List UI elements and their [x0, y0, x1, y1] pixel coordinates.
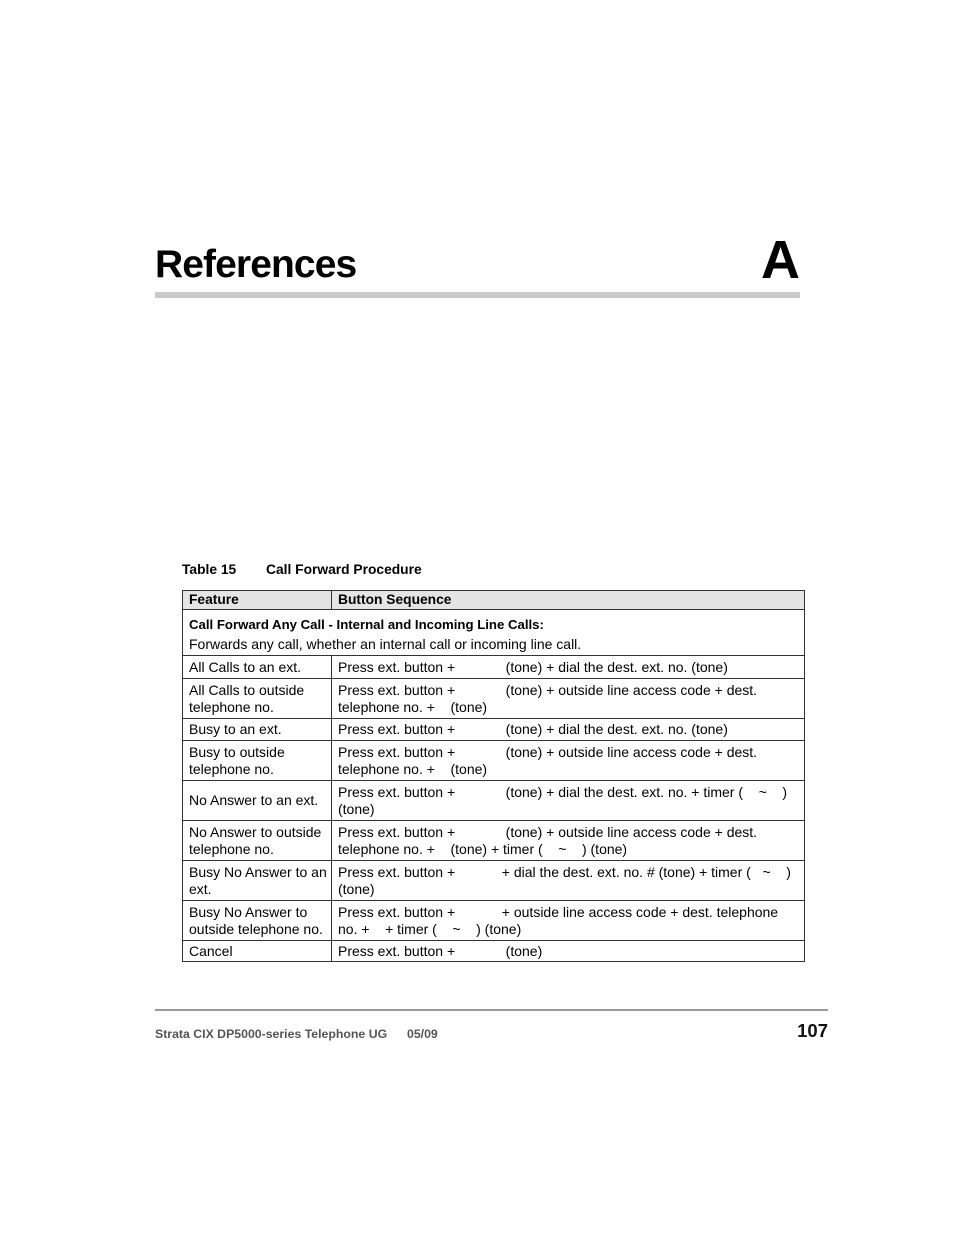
sequence-line: telephone no. + (tone) + timer ( ~ ) (tone) — [338, 840, 628, 857]
sequence-line: Press ext. button + (tone) + dial the dest. ext. no. (tone) — [338, 721, 728, 737]
table-row — [183, 740, 804, 780]
feature-line: telephone no. — [189, 840, 274, 857]
sequence-cell — [332, 741, 804, 780]
table-row — [183, 655, 804, 678]
sequence-line: (tone) — [338, 800, 375, 817]
sequence-line: Press ext. button + + dial the dest. ext. no. # (tone) + timer ( ~ ) — [338, 863, 791, 880]
footer-date: 05/09 — [407, 1027, 438, 1041]
sequence-cell — [332, 656, 804, 678]
sequence-line: no. + + timer ( ~ ) (tone) — [338, 920, 522, 937]
table-header-row — [183, 591, 804, 609]
sequence-cell — [332, 821, 804, 860]
header-feature-label: Feature — [189, 592, 239, 607]
feature-line: No Answer to outside — [189, 823, 322, 840]
footer-rule — [155, 1009, 828, 1011]
table-row — [183, 678, 804, 718]
sequence-line: Press ext. button + (tone) + dial the dest. ext. no. + timer ( ~ ) — [338, 783, 787, 800]
table-row — [183, 780, 804, 820]
feature-line: All Calls to outside — [189, 681, 305, 698]
sequence-line: Press ext. button + (tone) + outside line access code + dest. — [338, 823, 758, 840]
feature-line: No Answer to an ext. — [189, 792, 319, 808]
table-caption-title: Call Forward Procedure — [266, 562, 422, 577]
section-cell — [183, 610, 804, 655]
sequence-line: (tone) — [338, 880, 375, 897]
appendix-letter: A — [761, 230, 800, 290]
sequence-line: Press ext. button + (tone) + outside line access code + dest. — [338, 681, 758, 698]
title-rule — [155, 292, 800, 298]
feature-cell — [183, 679, 332, 718]
table-row — [183, 718, 804, 740]
feature-cell — [183, 741, 332, 780]
feature-line: Busy No Answer to — [189, 903, 308, 920]
sequence-line: Press ext. button + + outside line access code + dest. telephone — [338, 903, 779, 920]
table-caption-label: Table 15 — [182, 562, 237, 577]
feature-cell — [183, 821, 332, 860]
table-row — [183, 900, 804, 940]
table-row — [183, 860, 804, 900]
sequence-line: Press ext. button + (tone) + outside line access code + dest. — [338, 743, 758, 760]
sequence-cell — [332, 719, 804, 740]
section-heading: Call Forward Any Call - Internal and Incoming Line Calls: — [189, 617, 544, 632]
feature-line: Cancel — [189, 942, 233, 959]
sequence-cell — [332, 901, 804, 940]
header-cell-feature — [183, 591, 332, 609]
feature-line: All Calls to an ext. — [189, 658, 302, 675]
feature-cell — [183, 941, 332, 961]
page-number: 107 — [797, 1020, 828, 1041]
chapter-title: References — [155, 243, 357, 286]
sequence-cell — [332, 781, 804, 820]
sequence-line: telephone no. + (tone) — [338, 698, 488, 715]
feature-cell — [183, 901, 332, 940]
feature-cell — [183, 656, 332, 678]
feature-line: outside telephone no. — [189, 920, 323, 937]
feature-line: telephone no. — [189, 760, 274, 777]
feature-line: Busy No Answer to an — [189, 863, 327, 880]
feature-cell — [183, 719, 332, 740]
sequence-cell — [332, 861, 804, 900]
sequence-line: Press ext. button + (tone) — [338, 942, 543, 959]
feature-line: Busy to outside — [189, 743, 285, 760]
section-row — [183, 609, 804, 655]
sequence-cell — [332, 679, 804, 718]
feature-cell — [183, 781, 332, 820]
feature-line: telephone no. — [189, 698, 274, 715]
sequence-line: telephone no. + (tone) — [338, 760, 488, 777]
sequence-line: Press ext. button + (tone) + dial the dest. ext. no. (tone) — [338, 658, 728, 675]
feature-line: Busy to an ext. — [189, 721, 282, 737]
feature-cell — [183, 861, 332, 900]
header-cell-sequence — [332, 591, 804, 609]
table-row — [183, 820, 804, 860]
sequence-cell — [332, 941, 804, 961]
table-row — [183, 940, 804, 961]
footer-doc-title: Strata CIX DP5000-series Telephone UG — [155, 1027, 388, 1041]
section-description: Forwards any call, whether an internal call or incoming line call. — [189, 636, 582, 652]
header-sequence-label: Button Sequence — [338, 592, 452, 607]
call-forward-table — [182, 590, 805, 962]
feature-line: ext. — [189, 880, 212, 897]
